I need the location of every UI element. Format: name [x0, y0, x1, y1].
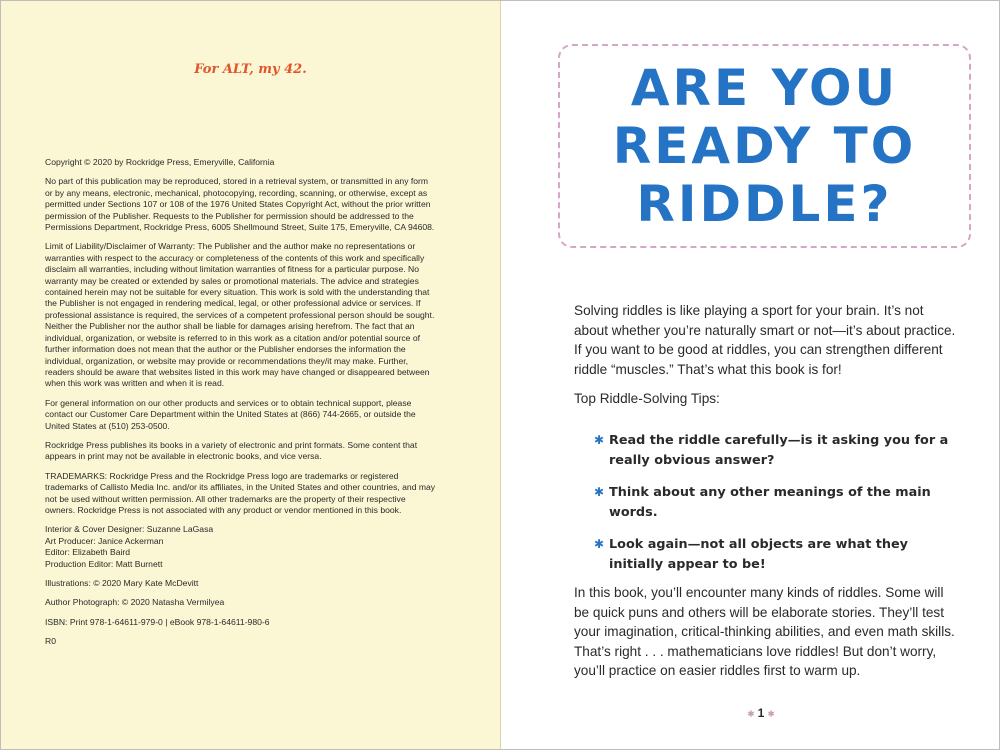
tip-text: Look again—not all objects are what they initially appear to be! — [609, 537, 909, 572]
list-item — [594, 483, 964, 522]
disclaimer: Limit of Liability/Disclaimer of Warranty: The Publisher and the author make no representations or warranties with respect to the accuracy or completeness of the contents of this work and specifically disclaim all warranties, including without limitation warranties of fitness for a particular purpose. No warranty may be created or extended by sales or promotional materials. The advice and strategies contained herein may not be suitable for every situation. This work is sold with the understanding that the Publisher is not engaged in rendering medical, legal, or other professional advice or services. If professional assistance is required, the services of a competent professional person should be sought. Neither the Publisher nor the author shall be liable for damages arising herefrom. The fact that an individual, organization, or website is referred to in this work as a citation and/or potential source of further information does not mean that the author or the Publisher endorses the information the individual, organization, or website may provide or recommendations they/it may make. Further, readers should be aware that websites listed in this work may have changed or disappeared between when this work was written and when it is read. — [45, 241, 435, 389]
page-title — [560, 46, 969, 233]
credit-editor: Editor: Elizabeth Baird — [45, 547, 131, 558]
page-number — [731, 706, 791, 720]
ornament-icon: ✱ — [747, 709, 755, 719]
print-code: R0 — [45, 636, 56, 647]
ornament-icon: ✱ — [767, 709, 775, 719]
credits — [45, 524, 437, 570]
intro-paragraph: Solving riddles is like playing a sport for your brain. It’s not about whether you’re naturally smart or not—it’s about practice. If you want to be good at riddles, you can strengthen different riddle “muscles.” That’s what this book is for! — [574, 303, 956, 377]
title-line-1: ARE YOU — [630, 59, 899, 117]
credit-art-producer: Art Producer: Janice Ackerman — [45, 535, 164, 546]
list-item — [594, 535, 964, 574]
copyright-page — [1, 1, 501, 749]
asterisk-icon: ✱ — [594, 433, 605, 447]
title-line-2: READY TO — [612, 117, 917, 175]
asterisk-icon: ✱ — [594, 485, 605, 499]
support-info: For general information on our other products and services or to obtain technical support, please contact our Customer Care Department within the United States at (866) 744-2665, or outside the United States at (510) 253-0500. — [45, 397, 416, 431]
dedication: For ALT, my 42. — [194, 62, 307, 77]
closing-paragraph: In this book, you’ll encounter many kinds of riddles. Some will be quick puns and others will be elaborate stories. They’ll test your imagination, critical-thinking abilities, and even math skills. That’s right . . . mathematicians love riddles! But don’t worry, you’ll practice on easier riddles first to warm up. — [574, 585, 955, 678]
tip-text: Read the riddle carefully—is it asking you for a really obvious answer? — [609, 433, 949, 468]
copyright-notice: Copyright © 2020 by Rockridge Press, Emeryville, California — [45, 157, 275, 167]
reproduction-notice: No part of this publication may be reproduced, stored in a retrieval system, or transmitted in any form or by any means, electronic, mechanical, photocopying, recording, scanning, or otherwise, except as permitted under Sections 107 or 108 of the 1976 United States Copyright Act, without the prior written permission of the Publisher. Requests to the Publisher for permission should be addressed to the Permissions Department, Rockridge Press, 6005 Shellmound Street, Suite 175, Emeryville, CA 94608. — [45, 176, 435, 233]
credit-designer: Interior & Cover Designer: Suzanne LaGasa — [45, 524, 214, 535]
intro-page — [501, 1, 999, 749]
author-photo-credit: Author Photograph: © 2020 Natasha Vermilyea — [45, 597, 225, 608]
formats-note: Rockridge Press publishes its books in a variety of electronic and print formats. Some content that appears in print may not be available in electronic books, and vice versa. — [45, 439, 418, 462]
trademarks: TRADEMARKS: Rockridge Press and the Rockridge Press logo are trademarks or registered trademarks of Callisto Media Inc. and/or its affiliates, in the United States and other countries, and may not be used without written permission. All other trademarks are the property of their respective owners. Rockridge Press is not associated with any product or vendor mentioned in this book. — [45, 470, 436, 515]
tips-heading: Top Riddle-Solving Tips: — [574, 391, 720, 406]
tip-text: Think about any other meanings of the main words. — [609, 485, 931, 520]
copyright-block — [45, 157, 437, 656]
credit-production-editor: Production Editor: Matt Burnett — [45, 558, 163, 569]
list-item — [594, 431, 964, 470]
isbn: ISBN: Print 978-1-64611-979-0 | eBook 978-1-64611-980-6 — [45, 616, 270, 627]
page-number-value: 1 — [757, 706, 765, 720]
title-frame — [558, 44, 971, 248]
asterisk-icon: ✱ — [594, 537, 605, 551]
illustrations-credit: Illustrations: © 2020 Mary Kate McDevitt — [45, 578, 199, 588]
tips-list — [594, 431, 964, 587]
title-line-3: RIDDLE? — [636, 175, 893, 233]
